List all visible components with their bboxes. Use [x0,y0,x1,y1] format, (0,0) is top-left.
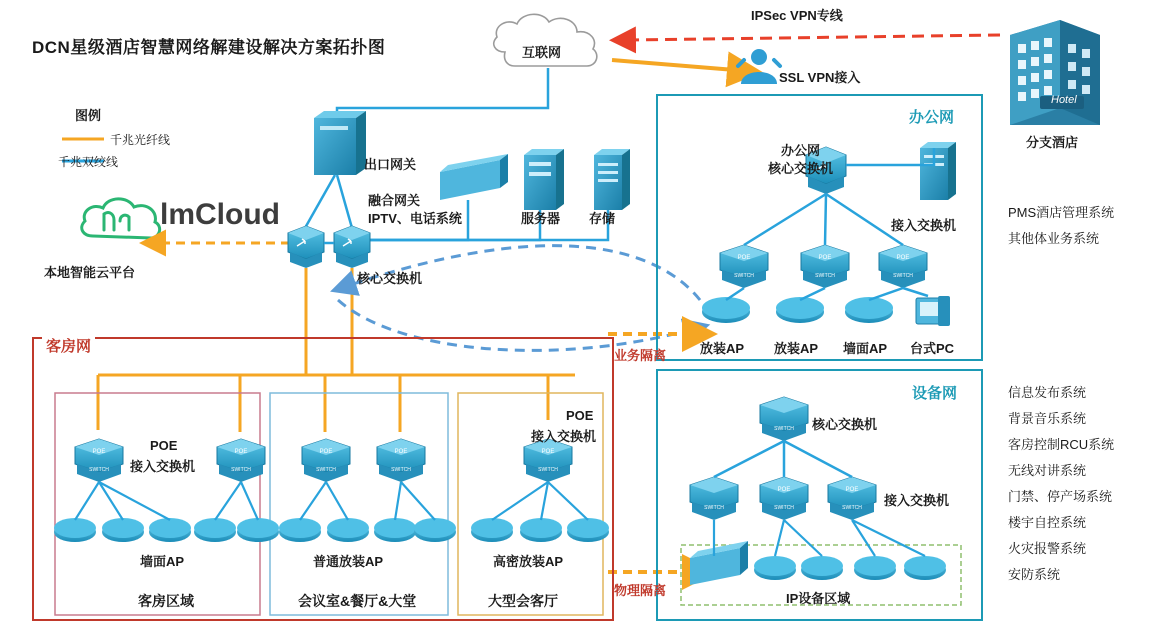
guest-group2-links [300,482,435,520]
page-title: DCN星级酒店智慧网络解建设解决方案拓扑图 [32,38,386,57]
svg-text:POE: POE [818,255,832,261]
guest-switch-label-3a: POE [566,408,594,423]
guest-ap-group-1 [54,518,279,542]
svg-text:SWITCH: SWITCH [774,505,794,511]
guest-zone-title: 客房网 [42,335,95,356]
guest-switch-2-icon [217,439,265,482]
storage-icon [594,149,630,210]
right-bottom-item-0: 信息发布系统 [1008,385,1087,400]
svg-text:SWITCH: SWITCH [815,273,835,279]
local-cloud-label: 本地智能云平台 [44,265,136,280]
ip-device-discs [754,556,946,580]
guest-area-label-2: 会议室&餐厅&大堂 [298,593,417,609]
device-core-switch-icon [760,397,808,441]
server-label: 服务器 [521,211,561,226]
imcloud-label: lmCloud [160,198,280,231]
server-icon [524,149,564,210]
office-access-switch-1-icon [720,245,768,288]
office-core-access-links [744,194,903,245]
converged-gateway-label-1: 融合网关 [368,193,421,208]
legend-label-fiber: 千兆光纤线 [110,133,171,147]
right-bottom-item-7: 安防系统 [1008,567,1061,582]
guest-switch-5-icon [524,439,572,482]
core-switch-1-icon [288,226,324,268]
service-isolation-label: 业务隔离 [614,348,667,363]
gw-core1-link [305,175,335,228]
office-access-switch-2-icon [801,245,849,288]
right-bottom-list [1008,380,1114,588]
office-device-label-3: 墙面AP [843,341,888,356]
guest-ap-group-3 [471,518,609,542]
core-switch-label: 核心交换机 [357,271,423,286]
internet-to-gateway-link [337,68,548,120]
imcloud-logo-icon [82,199,160,238]
ip-device-box-icon [690,541,748,585]
right-bottom-item-2: 客房控制RCU系统 [1008,437,1115,452]
guest-area-label-1: 客房区域 [138,593,194,609]
core-switch-2-icon [334,226,370,268]
office-server-icon [920,142,956,200]
svg-text:SWITCH: SWITCH [893,273,913,279]
svg-text:POE: POE [737,255,751,261]
svg-text:POE: POE [319,449,333,455]
office-zone-title: 办公网 [905,106,958,127]
right-bottom-item-3: 无线对讲系统 [1008,463,1087,478]
guest-ap-group-2 [279,518,456,542]
office-access-switch-3-icon [879,245,927,288]
device-access-switch-label: 接入交换机 [884,493,950,508]
office-ap-1-icon [702,297,750,323]
guest-switch-label-1b: 接入交换机 [130,459,196,474]
right-bottom-item-4: 门禁、停产场系统 [1008,489,1113,504]
guest-ap-label-1: 墙面AP [140,554,185,569]
right-bottom-item-6: 火灾报警系统 [1008,541,1087,556]
converged-gateway-label-2: IPTV、电话系统 [368,211,462,226]
legend-label-twisted: 千兆双绞线 [58,155,119,169]
device-core-switch-label: 核心交换机 [812,417,878,432]
svg-text:SWITCH: SWITCH [842,505,862,511]
hotel-sign-text: Hotel [1051,94,1077,106]
office-core-switch-label-2: 核心交换机 [768,161,834,176]
internet-label: 互联网 [522,45,562,60]
guest-switch-label-1a: POE [150,438,178,453]
device-access-switch-3-icon [828,477,876,520]
device-access-switch-1-icon [690,477,738,520]
ip-device-area-label: IP设备区域 [786,591,851,606]
office-core-switch-label-1: 办公网 [781,143,821,158]
converged-gateway-icon [440,154,508,200]
guest-ap-label-3: 高密放装AP [493,554,564,569]
svg-text:SWITCH: SWITCH [774,426,794,432]
storage-label: 存储 [589,211,616,226]
ipsec-vpn-link [630,35,1000,40]
svg-text:POE: POE [777,487,791,493]
egress-gateway-label: 出口网关 [364,157,417,172]
svg-text:POE: POE [234,449,248,455]
office-access-switch-label: 接入交换机 [891,218,957,233]
office-access-device-links [726,288,928,300]
device-core-access-links [714,441,852,477]
office-device-label-2: 放装AP [774,341,819,356]
physical-isolation-label: 物理隔离 [614,583,667,598]
right-top-item-1: 其他体业务系统 [1008,231,1100,246]
office-desktop-pc-icon [916,296,950,326]
branch-hotel-icon [1010,20,1100,125]
svg-text:POE: POE [394,449,408,455]
office-device-label-4: 台式PC [910,341,955,356]
guest-switch-1-icon [75,439,123,482]
right-top-item-0: PMS酒店管理系统 [1008,205,1115,220]
guest-switch-label-3b: 接入交换机 [531,429,597,444]
svg-text:SWITCH: SWITCH [89,467,109,473]
ssl-vpn-label: SSL VPN接入 [779,70,861,85]
office-ap-2-icon [776,297,824,323]
office-device-label-1: 放装AP [700,341,745,356]
right-bottom-item-1: 背景音乐系统 [1008,411,1087,426]
branch-hotel-label: 分支酒店 [1026,135,1079,150]
svg-text:SWITCH: SWITCH [704,505,724,511]
svg-text:SWITCH: SWITCH [734,273,754,279]
svg-text:POE: POE [92,449,106,455]
guest-ap-label-2: 普通放装AP [313,554,384,569]
guest-fiber-bus [98,375,575,430]
svg-text:SWITCH: SWITCH [538,467,558,473]
ipsec-vpn-label: IPSec VPN专线 [751,8,843,23]
vpn-user-icon [738,49,780,84]
device-zone-title: 设备网 [908,382,961,403]
guest-group3-links [492,482,588,520]
guest-group1-links [75,482,258,520]
ssl-vpn-link [612,60,735,70]
svg-text:POE: POE [845,487,859,493]
egress-gateway-icon [314,111,366,175]
svg-text:POE: POE [541,449,555,455]
guest-switch-4-icon [377,439,425,482]
office-ap-3-icon [845,297,893,323]
svg-text:SWITCH: SWITCH [316,467,336,473]
svg-text:POE: POE [896,255,910,261]
core-to-office-dashed [338,300,690,350]
legend-heading: 图例 [75,108,102,123]
svg-text:SWITCH: SWITCH [231,467,251,473]
gw-core2-link [337,175,352,228]
device-access-switch-2-icon [760,477,808,520]
right-top-list [1008,200,1114,252]
guest-switch-3-icon [302,439,350,482]
right-bottom-item-5: 楼宇自控系统 [1008,515,1087,530]
svg-text:SWITCH: SWITCH [391,467,411,473]
guest-area-label-3: 大型会客厅 [488,593,558,609]
